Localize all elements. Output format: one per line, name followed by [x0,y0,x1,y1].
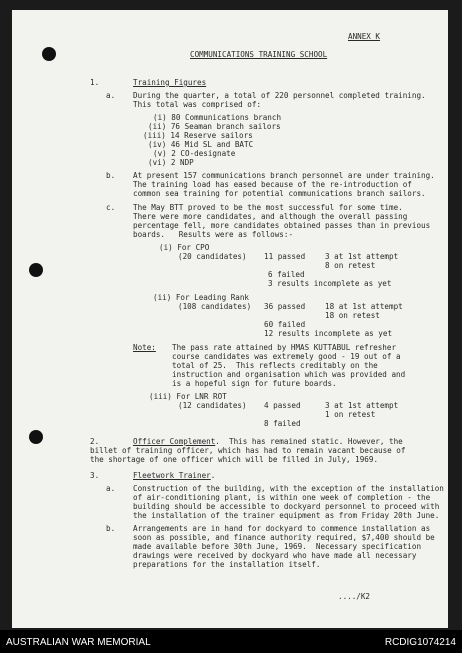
text-line: percentage fell, more candidates obtained passes than in previous [133,221,431,230]
item-label: b. [106,171,116,180]
text-line: There were more candidates, and although the overall passing [133,212,408,221]
section-number: 3. [90,471,100,480]
result-candidates: (20 candidates) [178,252,247,261]
section-number: 1. [90,78,100,87]
text-line: The May BTT proved to be the most successful for some time. [133,203,403,212]
result-label: (iii) For LNR ROT [149,392,227,401]
result-detail: 1 on retest [325,410,376,419]
page-reference: ..../K2 [338,592,371,601]
section-heading-line [133,471,215,480]
section-heading: Fleetwork Trainer [133,471,211,480]
list-item: (iii) 14 Reserve sailors [143,131,253,140]
list-item: (vi) 2 NDP [148,158,194,167]
item-label: a. [106,91,116,100]
result-passed: 11 passed [264,252,306,261]
text-line: boards. Results were as follows:- [133,230,294,239]
document-page [12,10,448,628]
text-line: common sea training for potential communications branch sailors. [133,189,426,198]
text-line: Construction of the building, with the exception of the installation [133,484,444,493]
text-line: At present 157 communications branch personnel are under training. [133,171,435,180]
note-line: The pass rate attained by HMAS KUTTABUL refresher [172,343,397,352]
text-line: billet of training officer, which has had to remain vacant because of [90,446,406,455]
section-heading: Officer Complement [133,437,216,446]
text-line: Arrangements are in hand for dockyard to commence installation as [133,524,431,533]
note-label: Note: [133,343,156,352]
text-line: . This has remained static. However, the [215,437,403,446]
note-line: total of 25. This reflects creditably on the [172,361,378,370]
archive-footer [0,630,462,653]
text-line: building should be accessible to dockyard personnel to proceed with [133,502,440,511]
result-label: (ii) For Leading Rank [153,293,250,302]
result-candidates: (12 candidates) [178,401,247,410]
list-item: (i) 80 Communications branch [153,113,282,122]
result-detail: 3 at 1st attempt [325,252,399,261]
note-line: course candidates was extremely good - 19 out of a [172,352,401,361]
note-line: instruction and organisation which was provided and [172,370,406,379]
result-failed: 8 failed [264,419,301,428]
result-failed: 6 failed [268,270,305,279]
result-incomplete: 12 results incomplete as yet [264,329,393,338]
text-line: The training load has eased because of the re-introduction of [133,180,412,189]
text-line: drawings were received by dockyard who have made all necessary [133,551,417,560]
text-line: During the quarter, a total of 220 personnel completed training. [133,91,426,100]
result-detail: 18 at 1st attempt [325,302,403,311]
list-item: (iv) 46 Mid SL and BATC [148,140,254,149]
section-number: 2. [90,437,100,446]
note-line: is a hopeful sign for future boards. [172,379,337,388]
item-label: c. [106,203,116,212]
punch-hole [29,263,43,277]
result-candidates: (108 candidates) [178,302,252,311]
text-line: of air-conditioning plant, is within one week of completion - the [133,493,431,502]
result-incomplete: 3 results incomplete as yet [268,279,392,288]
footer-source: AUSTRALIAN WAR MEMORIAL [6,637,151,648]
result-passed: 36 passed [264,302,306,311]
text-line: soon as possible, and finance authority required, $7,400 should be [133,533,435,542]
punch-hole [29,430,43,444]
section-heading: Training Figures [133,78,207,87]
list-item: (v) 2 CO-designate [153,149,236,158]
result-label: (i) For CPO [159,243,210,252]
text-line: preparations for the installation itself. [133,560,321,569]
document-title: COMMUNICATIONS TRAINING SCHOOL [190,50,328,59]
section-first-line [133,437,403,446]
annex-label: ANNEX K [348,32,381,41]
result-detail: 18 on retest [325,311,380,320]
text-line: the shortage of one officer which will be filled in July, 1969. [90,455,379,464]
result-detail: 8 on retest [325,261,376,270]
text-line: made available before 30th June, 1969. Necessary specification [133,542,422,551]
result-failed: 60 failed [264,320,306,329]
item-label: a. [106,484,116,493]
item-label: b. [106,524,116,533]
footer-id: RCDIG1074214 [384,637,456,648]
result-passed: 4 passed [264,401,301,410]
list-item: (ii) 76 Seaman branch sailors [148,122,281,131]
result-detail: 3 at 1st attempt [325,401,399,410]
text-line: This total was comprised of: [133,100,262,109]
punch-hole [42,47,56,61]
text-line: the installation of the trainer equipment as from Friday 20th June. [133,511,440,520]
heading-suffix: . [210,471,216,480]
